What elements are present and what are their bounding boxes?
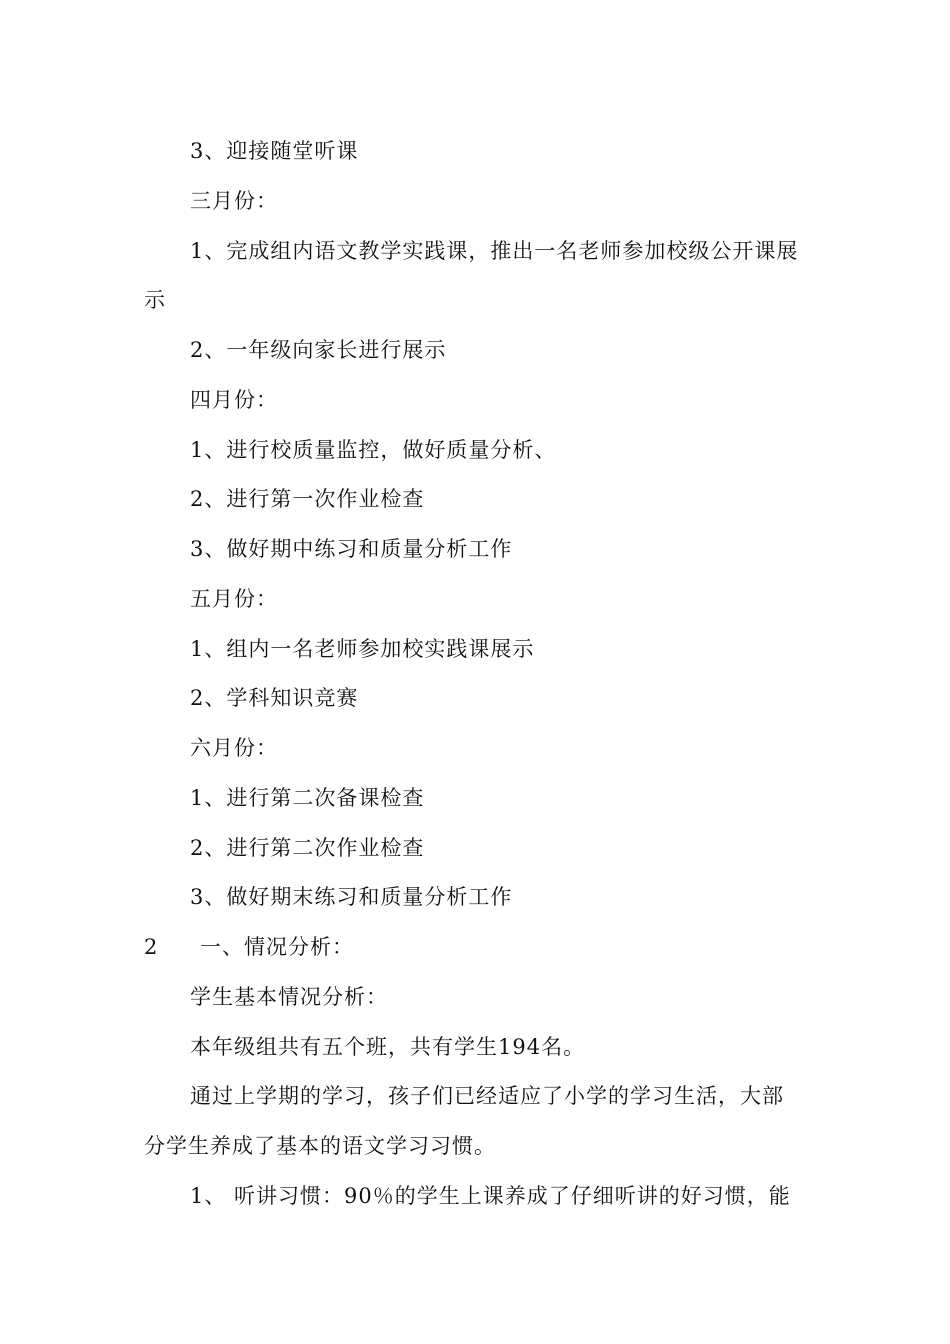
month-heading-june: 六月份： [190, 736, 278, 760]
plan-item-march-2: 2、一年级向家长进行展示 [190, 338, 447, 362]
plan-item-march-prep-3: 3、迎接随堂听课 [190, 139, 359, 163]
plan-item-april-2: 2、进行第一次作业检查 [190, 487, 425, 511]
plan-item-march-1-continued: 示 [144, 288, 166, 312]
analysis-paragraph-class-count: 本年级组共有五个班，共有学生194名。 [190, 1035, 586, 1059]
month-heading-march: 三月份： [190, 189, 278, 213]
plan-item-june-3: 3、做好期末练习和质量分析工作 [190, 885, 513, 909]
plan-item-april-3: 3、做好期中练习和质量分析工作 [190, 537, 513, 561]
plan-item-april-1: 1、进行校质量监控，做好质量分析、 [190, 438, 557, 462]
plan-item-june-2: 2、进行第二次作业检查 [190, 836, 425, 860]
plan-item-may-2: 2、学科知识竞赛 [190, 686, 359, 710]
plan-item-may-1: 1、组内一名老师参加校实践课展示 [190, 637, 535, 661]
analysis-paragraph-habits-continued: 分学生养成了基本的语文学习习惯。 [144, 1134, 496, 1158]
month-heading-may: 五月份： [190, 587, 278, 611]
section-heading: 一、情况分析： [200, 935, 354, 959]
analysis-item-listening: 1、 听讲习惯：90％的学生上课养成了仔细听讲的好习惯，能 [190, 1184, 791, 1208]
section-number: 2 [144, 935, 159, 959]
plan-item-march-1: 1、完成组内语文教学实践课，推出一名老师参加校级公开课展 [190, 239, 799, 263]
month-heading-april: 四月份： [190, 388, 278, 412]
analysis-paragraph-habits: 通过上学期的学习，孩子们已经适应了小学的学习生活，大部 [190, 1084, 784, 1108]
analysis-subheading: 学生基本情况分析： [190, 985, 388, 1009]
plan-item-june-1: 1、进行第二次备课检查 [190, 786, 425, 810]
